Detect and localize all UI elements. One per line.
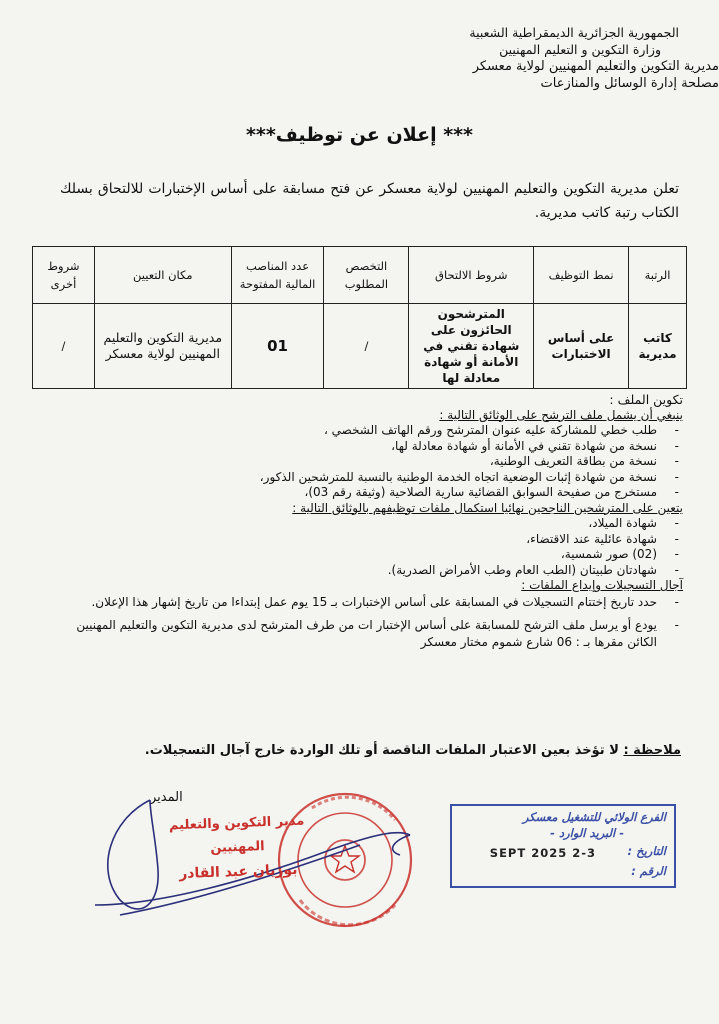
signature-line-1: مدير التكوين والتعليم المهنيين xyxy=(168,813,305,856)
list-item: - نسخة من شهادة تقني في الأمانة أو شهادة معادلة لها، xyxy=(48,439,657,455)
header-cell-recruitment-mode: نمط التوظيف xyxy=(534,247,629,304)
signature-name xyxy=(149,809,326,887)
cell-recruitment-mode: على أساس الاختبارات xyxy=(534,304,629,389)
list-item: - شهادة الميلاد، xyxy=(48,516,657,532)
section-required-documents: ينبغي أن يشمل ملف الترشح على الوثائق التالية : xyxy=(439,407,683,422)
header-cell-conditions: شروط الالتحاق xyxy=(409,247,534,304)
cell-grade: كاتب مديرية xyxy=(629,304,687,389)
list-item: - نسخة من بطاقة التعريف الوطنية، xyxy=(48,454,657,470)
received-stamp xyxy=(450,804,676,888)
section-successful-candidates: يتعين على المترشحين الناجحين نهائيا استكمال ملفات توظيفهم بالوثائق التالية : xyxy=(292,500,683,515)
stamp-date-value: 2-3 SEPT 2025 xyxy=(489,846,596,860)
header-cell-positions: عدد المناصب المالية المفتوحة xyxy=(231,247,324,304)
list-item: - مستخرج من صفيحة السوابق القضائية سارية الصلاحية (وثيقة رقم 03)، xyxy=(48,485,657,501)
cell-location: مديرية التكوين والتعليم المهنيين لولاية معسكر xyxy=(94,304,231,389)
header-cell-location: مكان التعيين xyxy=(94,247,231,304)
announcement-title: *** إعلان عن توظيف*** xyxy=(246,124,473,146)
stamp-office: الفرع الولائي للتشغيل معسكر xyxy=(522,810,666,824)
section-deadlines: آجال التسجيلات وإيداع الملفات : xyxy=(521,578,683,592)
header-ministry: وزارة التكوين و التعليم المهنيين xyxy=(499,42,661,57)
cell-positions: 01 xyxy=(231,304,324,389)
stamp-date-label: التاريخ : xyxy=(627,844,666,858)
file-heading: تكوين الملف : xyxy=(609,392,683,407)
cell-other: / xyxy=(33,304,95,389)
signature-line-2: بوزيان عبد القادر xyxy=(178,861,298,883)
list-item: - شهادتان طبيتان (الطب العام وطب الأمراض الصدرية). xyxy=(48,563,657,579)
list-item: - نسخة من شهادة إثبات الوضعية اتجاه الخدمة الوطنية بالنسبة للمترشحين الذكور، xyxy=(48,470,657,486)
stamp-number-label: الرقم : xyxy=(631,864,666,878)
director-title: المدير xyxy=(150,790,183,805)
header-cell-specialty: التخصص المطلوب xyxy=(324,247,409,304)
list-item: - حدد تاريخ إختتام التسجيلات في المسابقة على أساس الإختبارات بـ 15 يوم عمل إبتداءا من تاريخ إشهار هذا الإعلان. xyxy=(48,594,657,611)
stamp-mail: - البريد الوارد - xyxy=(550,826,624,840)
note-text: لا تؤخذ بعين الاعتبار الملفات الناقصة أو تلك الواردة خارج آجال التسجيلات. xyxy=(144,743,619,758)
header-cell-grade: الرتبة xyxy=(629,247,687,304)
list-item: - (02) صور شمسية، xyxy=(48,547,657,563)
cell-specialty: / xyxy=(324,304,409,389)
cell-conditions: المترشحون الحائزون على شهادة تقني في الأمانة أو شهادة معادلة لها xyxy=(409,304,534,389)
header-republic: الجمهورية الجزائرية الديمقراطية الشعبية xyxy=(469,25,679,40)
list-item: - طلب خطي للمشاركة عليه عنوان المترشح ورقم الهاتف الشخصي ، xyxy=(48,423,657,439)
header-service: مصلحة إدارة الوسائل والمنازعات xyxy=(540,76,719,91)
header-cell-other: شروط أخرى xyxy=(33,247,95,304)
list-item: - شهادة عائلية عند الاقتضاء، xyxy=(48,532,657,548)
note-label: ملاحظة : xyxy=(623,743,681,758)
intro-paragraph: تعلن مديرية التكوين والتعليم المهنيين لولاية معسكر عن فتح مسابقة على أساس الإختبارات للالتحاق بسلك الكتاب رتبة كاتب مديرية. xyxy=(60,181,679,221)
header-directorate: مديرية التكوين والتعليم المهنيين لولاية معسكر xyxy=(472,59,719,74)
list-item: - يودع أو يرسل ملف الترشح للمسابقة على أساس الإختبار ات من طرف المترشح لدى مديرية التكوين والتعليم المهنيين الكائن مقرها بـ : 06 شارع شموم مختار معسكر xyxy=(48,617,657,651)
